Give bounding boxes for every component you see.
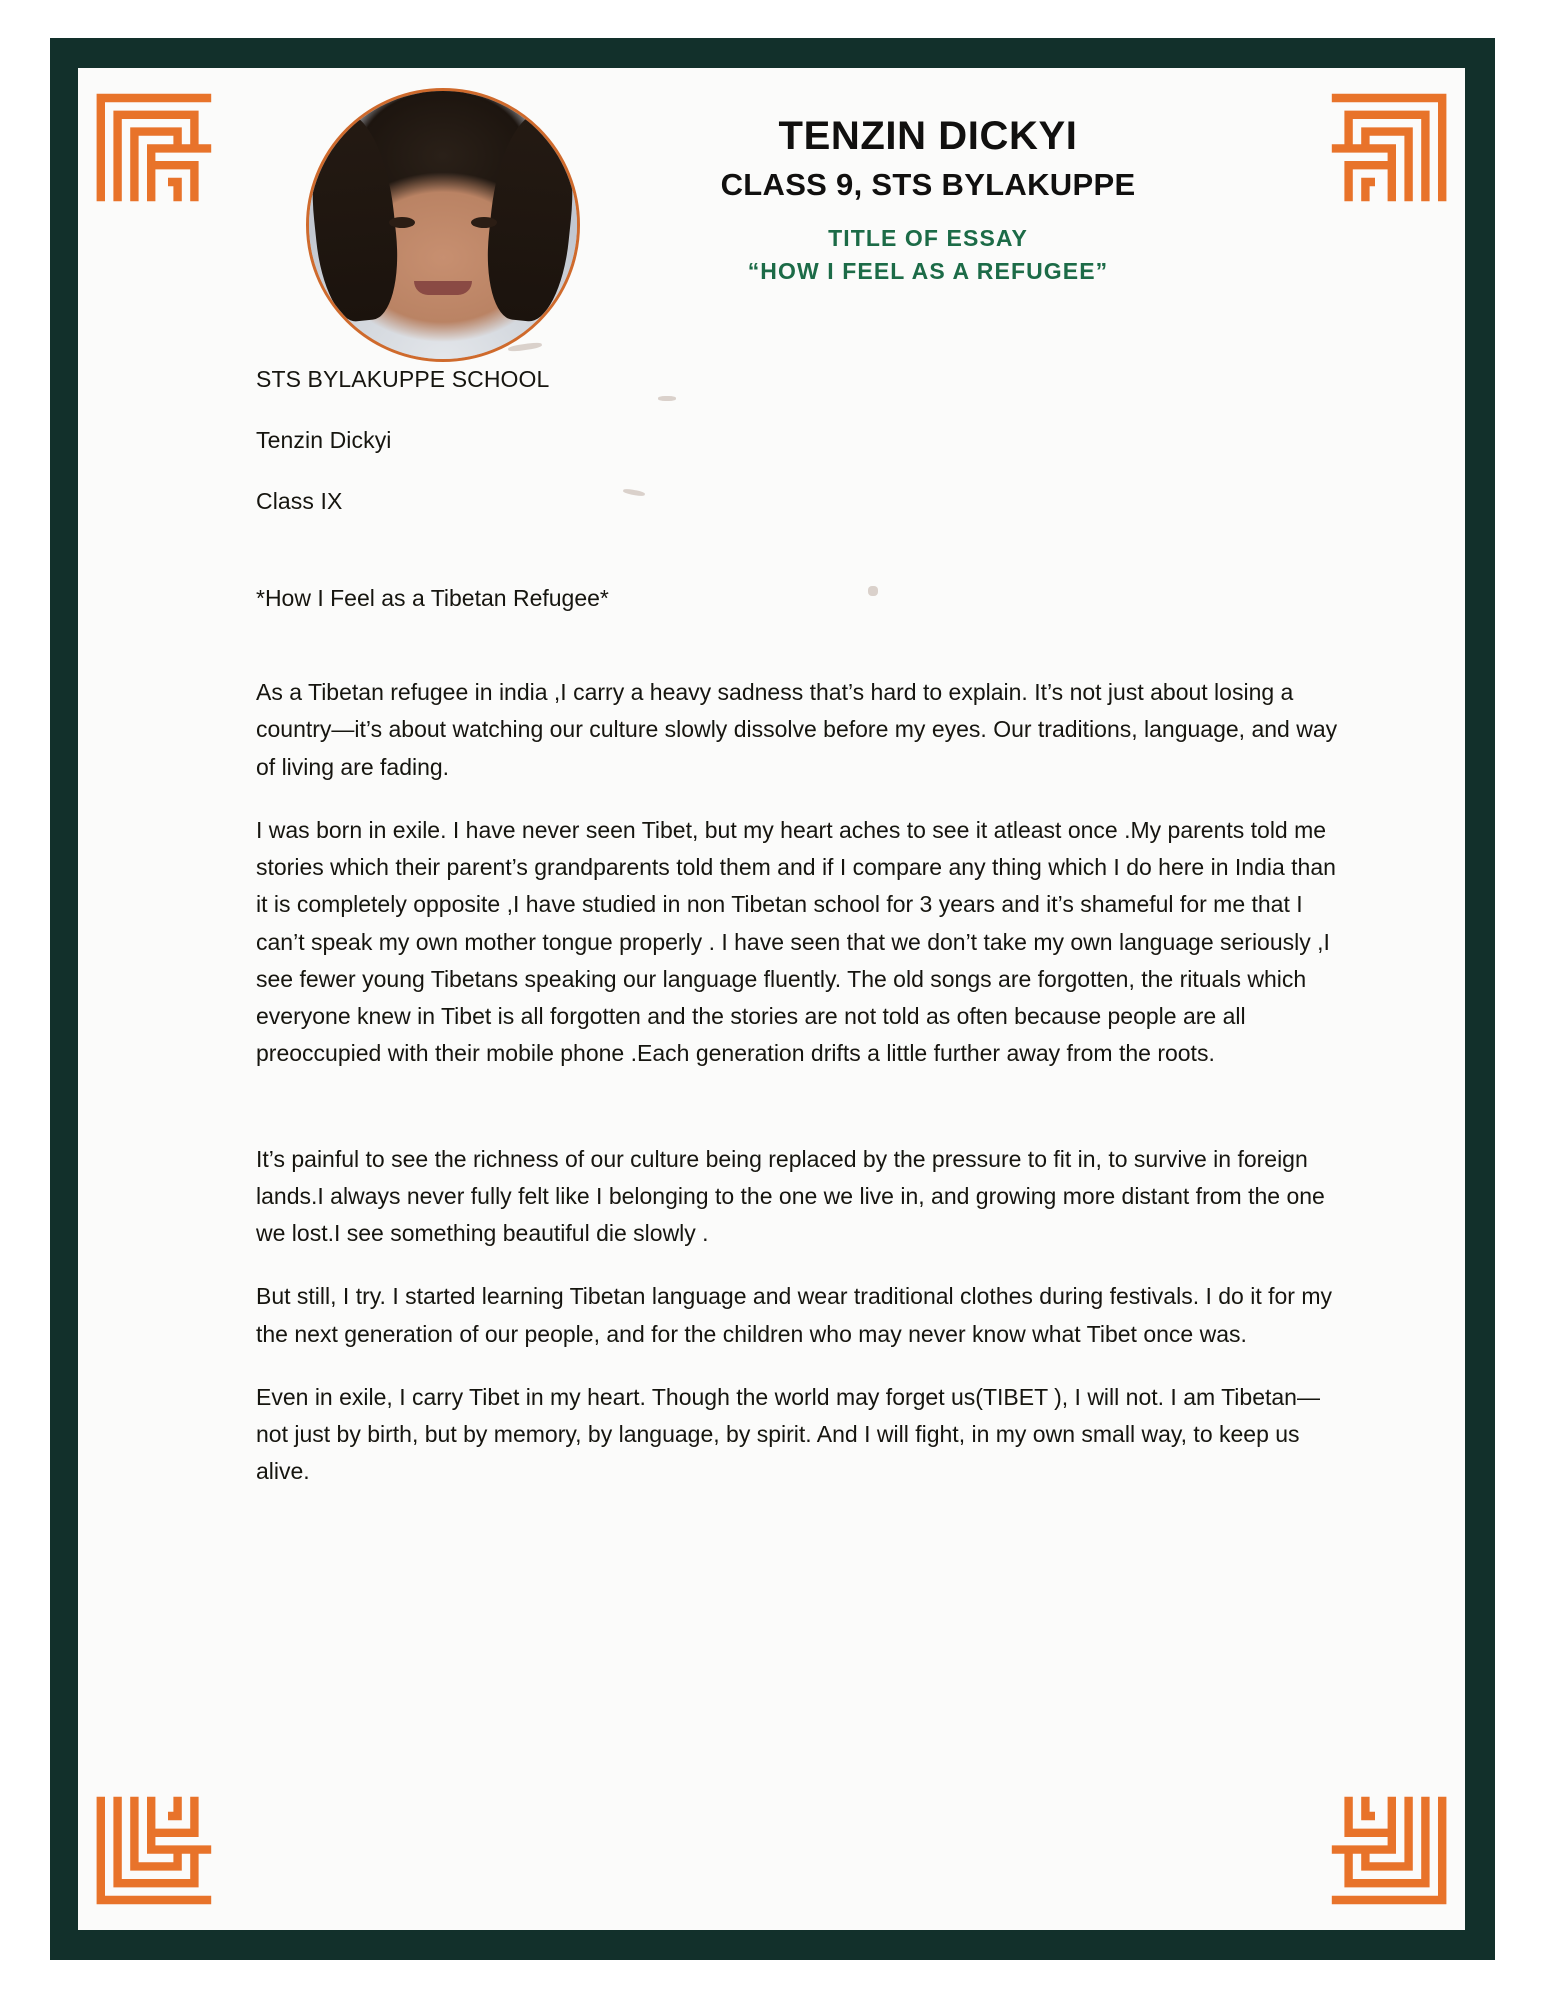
avatar-eye-right bbox=[471, 217, 497, 228]
scan-speckle bbox=[658, 396, 676, 401]
scan-speckle bbox=[508, 342, 543, 353]
header-titles bbox=[548, 86, 1308, 285]
document-frame bbox=[50, 38, 1495, 1960]
corner-ornament-icon bbox=[96, 1792, 216, 1912]
avatar bbox=[306, 88, 580, 362]
essay-paragraph: Even in exile, I carry Tibet in my heart. Though the world may forget us(TIBET ), I will not. I am Tibetan—not just by birth, but by memory, by language, by spirit. And I will fight, in my own small way, to keep us alive. bbox=[256, 1383, 1320, 1485]
essay-label: TITLE OF ESSAY bbox=[828, 225, 1028, 251]
corner-ornament-icon bbox=[1327, 1792, 1447, 1912]
essay-paragraph: But still, I try. I started learning Tibetan language and wear traditional clothes during festivals. I do it for my the next generation of our people, and for the children who may never know what Tibet once was. bbox=[256, 1283, 1333, 1347]
meta-class: Class IX bbox=[256, 488, 343, 514]
meta-school: STS BYLAKUPPE SCHOOL bbox=[256, 366, 550, 392]
student-name: TENZIN DICKYI bbox=[778, 114, 1078, 158]
document-body bbox=[78, 338, 1465, 1491]
essay-paragraph: It’s painful to see the richness of our culture being replaced by the pressure to fit in, to survive in foreign lands.I always never fully felt like I belonging to the one we live in, and growing more distant from the one we lost.I see something beautiful die slowly . bbox=[256, 1145, 1325, 1246]
document-header bbox=[78, 68, 1465, 338]
essay-subtitle: *How I Feel as a Tibetan Refugee* bbox=[256, 585, 609, 611]
essay-title: “HOW I FEEL AS A REFUGEE” bbox=[747, 258, 1109, 284]
document-paper bbox=[78, 68, 1465, 1930]
essay-paragraph: As a Tibetan refugee in india ,I carry a heavy sadness that’s hard to explain. It’s not just about losing a country—it’s about watching our culture slowly dissolve before my eyes. Our traditions, language, and way of living are fading. bbox=[256, 679, 1338, 780]
student-class-school: CLASS 9, STS BYLAKUPPE bbox=[720, 167, 1136, 202]
meta-student: Tenzin Dickyi bbox=[256, 427, 392, 453]
essay-paragraph: I was born in exile. I have never seen Tibet, but my heart aches to see it atleast once .My parents told me stories which their parent’s grandparents told them and if I compare any thing which I do here in India than it is completely opposite ,I have studied in non Tibetan school for 3 years and it’s shameful for me that I can’t speak my own mother tongue properly . I have seen that we don’t take my own language seriously ,I see fewer young Tibetans speaking our language fluently. The old songs are forgotten, the rituals which everyone knew in Tibet is all forgotten and the stories are not told as often because people are all preoccupied with their mobile phone .Each generation drifts a little further away from the roots. bbox=[256, 816, 1336, 1067]
avatar-mouth bbox=[414, 281, 472, 295]
